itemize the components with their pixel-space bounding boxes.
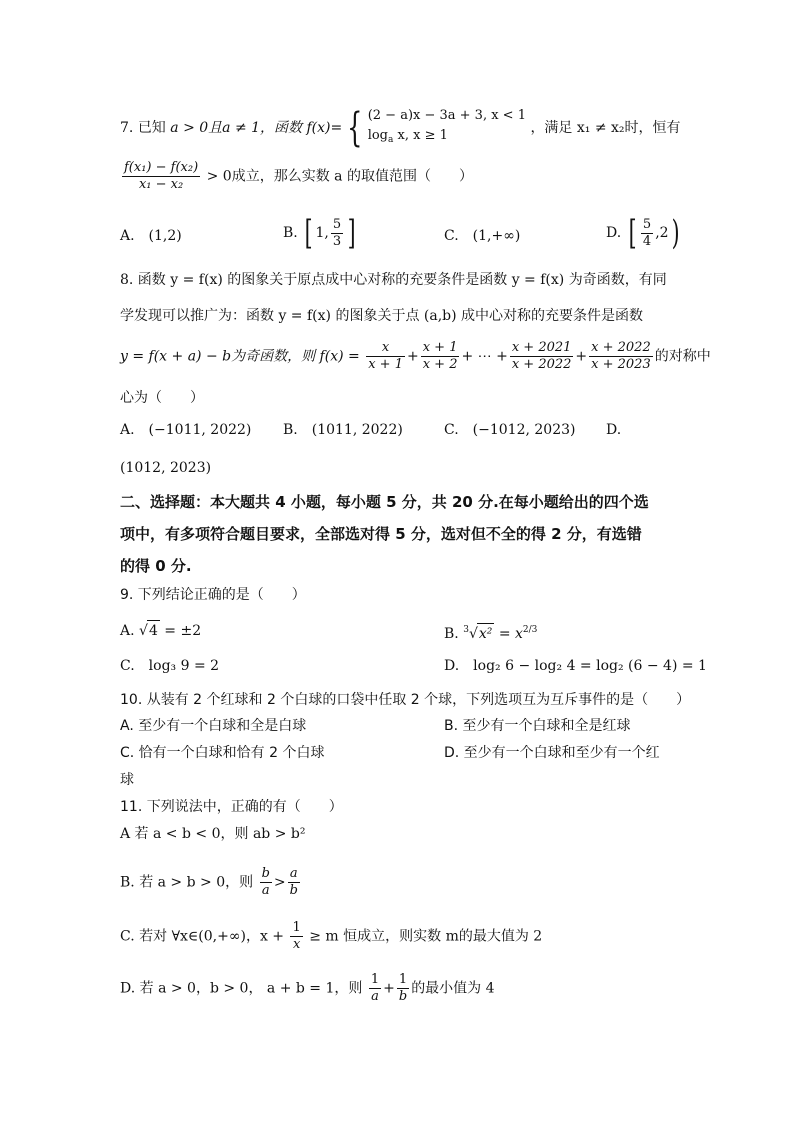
q8-frac-2 bbox=[421, 340, 460, 373]
q11-option-c-pre: C. 若对 ∀x∈(0,+∞)，x + bbox=[120, 928, 285, 945]
q11-option-b-frac1-den: a bbox=[261, 883, 270, 898]
q11-option-b-frac2 bbox=[288, 866, 300, 899]
q8-line3-post: 的对称中 bbox=[654, 348, 711, 365]
q7-case2-rest: x, x ≥ 1 bbox=[393, 128, 448, 143]
q8-line3-pre: y = f(x + a) − b为奇函数，则 f(x) = bbox=[120, 348, 360, 365]
q11-option-c-num: 1 bbox=[292, 920, 301, 935]
q7-line2-text: > 0成立，那么实数 a 的取值范围（ ） bbox=[206, 168, 473, 185]
q8-frac-1-num: x bbox=[366, 340, 405, 357]
q10-stem: 10. 从装有 2 个红球和 2 个白球的口袋中任取 2 个球，下列选项互为互斥事件的是（ ） bbox=[120, 692, 691, 708]
q11-option-d-frac1-num: 1 bbox=[370, 972, 380, 987]
q8-option-a: A. (−1011, 2022) bbox=[120, 422, 252, 438]
q7-line1 bbox=[120, 106, 681, 150]
q11-option-d-frac2 bbox=[397, 972, 409, 1005]
section2-line1: 二、选择题：本大题共 4 小题，每小题 5 分，共 20 分.在每小题给出的四个选 bbox=[120, 493, 649, 511]
q11-option-d-frac1 bbox=[369, 972, 381, 1005]
q7-frac-den: x₁ − x₂ bbox=[138, 177, 184, 192]
q7-case2 bbox=[368, 126, 526, 150]
q7-option-b-lbracket: [ bbox=[304, 213, 313, 253]
q11-option-d-pre: D. 若 a > 0，b > 0， a + b = 1，则 bbox=[120, 980, 363, 997]
q11-option-b-pre: B. 若 a > b > 0，则 bbox=[120, 874, 254, 891]
sqrt-icon: √ bbox=[139, 623, 148, 639]
q11-option-d-plus: + bbox=[383, 980, 395, 997]
q11-option-d bbox=[120, 972, 495, 1005]
q9-option-b-exp: 2/3 bbox=[522, 625, 538, 635]
q9-option-b bbox=[444, 620, 537, 644]
q7-option-d-frac bbox=[641, 217, 653, 250]
q7-case2-base: a bbox=[388, 135, 394, 145]
q8-frac-2-den: x + 2 bbox=[422, 357, 458, 372]
q11-option-c-post: ≥ m 恒成立，则实数 m的最大值为 2 bbox=[309, 928, 543, 945]
q9-option-a bbox=[120, 620, 201, 641]
q7-option-d-right: ,2 bbox=[655, 225, 669, 241]
q9-option-c: C. log₃ 9 = 2 bbox=[120, 658, 220, 674]
q7-option-d-lbracket: [ bbox=[628, 213, 637, 253]
q11-option-b-gt: > bbox=[273, 874, 286, 891]
q11-option-a: A 若 a < b < 0，则 ab > b² bbox=[120, 826, 306, 842]
q11-stem: 11. 下列说法中，正确的有（ ） bbox=[120, 799, 343, 815]
q7-option-d-num: 5 bbox=[642, 216, 652, 232]
q7-pre: 已知 bbox=[137, 120, 166, 136]
q8-frac-3-num: x + 2021 bbox=[511, 340, 572, 355]
q8-line1: 8. 函数 y = f(x) 的图象关于原点成中心对称的充要条件是函数 y = f(x) 为奇函数，有同 bbox=[120, 272, 667, 288]
q7-option-b-num: 5 bbox=[332, 216, 342, 232]
q10-option-d-cont: 球 bbox=[120, 772, 134, 788]
q8-frac-2-num: x + 1 bbox=[422, 340, 458, 355]
q9-option-b-eq: = x bbox=[494, 626, 523, 642]
section2-line2: 项中，有多项符合题目要求，全部选对得 5 分，选对但不全的得 2 分，有选错 bbox=[120, 525, 642, 543]
q11-option-b bbox=[120, 866, 302, 899]
q10-option-d: D. 至少有一个白球和至少有一个红 bbox=[444, 745, 660, 761]
q8-frac-4-den: x + 2023 bbox=[591, 357, 651, 372]
q8-frac-4 bbox=[589, 340, 653, 373]
q11-option-d-post: 的最小值为 4 bbox=[411, 980, 495, 997]
q9-option-a-label: A. bbox=[120, 623, 135, 639]
q10-option-b: B. 至少有一个白球和全是红球 bbox=[444, 718, 631, 734]
q7-post: ，满足 x₁ ≠ x₂时，恒有 bbox=[530, 120, 681, 136]
q11-option-d-frac2-num: 1 bbox=[397, 972, 409, 989]
q11-option-d-frac1-den: a bbox=[371, 989, 379, 1004]
q11-option-c-frac bbox=[290, 920, 302, 953]
q8-line4: 心为（ ） bbox=[120, 390, 204, 406]
q11-option-c bbox=[120, 920, 542, 953]
q7-option-d-rbracket: ) bbox=[671, 213, 680, 253]
q7-option-b-label: B. bbox=[283, 225, 298, 241]
q8-frac-4-num: x + 2022 bbox=[591, 340, 651, 355]
q8-dots: + ⋯ + bbox=[461, 348, 508, 365]
q7-cases bbox=[368, 106, 526, 150]
q11-option-b-frac2-num: a bbox=[288, 866, 300, 883]
q7-option-b-left: 1, bbox=[315, 225, 329, 241]
section2-line3: 的得 0 分. bbox=[120, 557, 192, 575]
q7-option-c: C. (1,+∞) bbox=[444, 228, 521, 244]
q7-option-b-rbracket: ] bbox=[347, 213, 356, 253]
q8-option-b: B. (1011, 2022) bbox=[283, 422, 403, 438]
q11-option-c-den: x bbox=[292, 937, 301, 952]
q7-number: 7. bbox=[120, 120, 134, 136]
q8-option-c: C. (−1012, 2023) bbox=[444, 422, 576, 438]
q8-frac-3 bbox=[510, 340, 574, 373]
q11-option-b-frac2-den: b bbox=[289, 883, 298, 898]
q7-line2 bbox=[120, 160, 473, 193]
q7-fraction bbox=[122, 160, 200, 193]
q10-option-c: C. 恰有一个白球和恰有 2 个白球 bbox=[120, 745, 325, 761]
q7-option-a: A. (1,2) bbox=[120, 228, 182, 244]
q7-option-b-den: 3 bbox=[332, 233, 342, 249]
q7-case2-log: log bbox=[367, 128, 388, 143]
q11-option-b-frac1 bbox=[260, 866, 272, 899]
q9-option-b-radicand: x² bbox=[477, 623, 495, 644]
q8-frac-1 bbox=[366, 340, 405, 373]
q11-option-b-frac1-num: b bbox=[261, 866, 270, 881]
q7-option-b bbox=[283, 213, 358, 253]
q8-option-d-value: (1012, 2023) bbox=[120, 460, 212, 476]
q8-option-d-label: D. bbox=[606, 422, 622, 438]
q7-brace: { bbox=[347, 105, 363, 151]
q7-option-b-frac bbox=[331, 217, 343, 250]
q9-option-d: D. log₂ 6 − log₂ 4 = log₂ (6 − 4) = 1 bbox=[444, 658, 707, 674]
q10-option-a: A. 至少有一个白球和全是白球 bbox=[120, 718, 307, 734]
q8-line3: y = f(x + a) − b为奇函数，则 f(x) = $\frac{x}{x + 1}$ + $\frac{x + 1}{x + 2}$ + ⋯ + $\frac{x + 2021}{x + 2022}$ + $\frac{x + 2022}{x + 2023}$ 的对称中 bbox=[120, 340, 711, 372]
q9-option-a-rest: = ±2 bbox=[159, 623, 202, 639]
q8-frac-1-den: x + 1 bbox=[368, 357, 403, 372]
q8-line2: 学发现可以推广为：函数 y = f(x) 的图象关于点 (a,b) 成中心对称的充要条件是函数 bbox=[120, 308, 644, 324]
q7-function-name: f(x)= bbox=[306, 120, 343, 136]
q9-option-b-index: 3 bbox=[463, 625, 469, 635]
q8-frac-3-den: x + 2022 bbox=[511, 357, 572, 372]
q7-condition: a > 0且a ≠ 1，函数 bbox=[170, 120, 303, 136]
q11-option-d-frac2-den: b bbox=[398, 989, 408, 1004]
q7-option-d-label: D. bbox=[606, 225, 622, 241]
q9-option-a-radicand: 4 bbox=[147, 620, 160, 641]
cbrt-icon: √ bbox=[468, 626, 478, 642]
q7-case1: (2 − a)x − 3a + 3, x < 1 bbox=[367, 108, 526, 123]
q7-option-d-den: 4 bbox=[642, 233, 652, 249]
q7-frac-num: f(x₁) − f(x₂) bbox=[124, 160, 199, 175]
q9-option-b-label: B. bbox=[444, 626, 459, 642]
q7-option-d bbox=[606, 213, 682, 253]
q9-stem: 9. 下列结论正确的是（ ） bbox=[120, 587, 306, 603]
